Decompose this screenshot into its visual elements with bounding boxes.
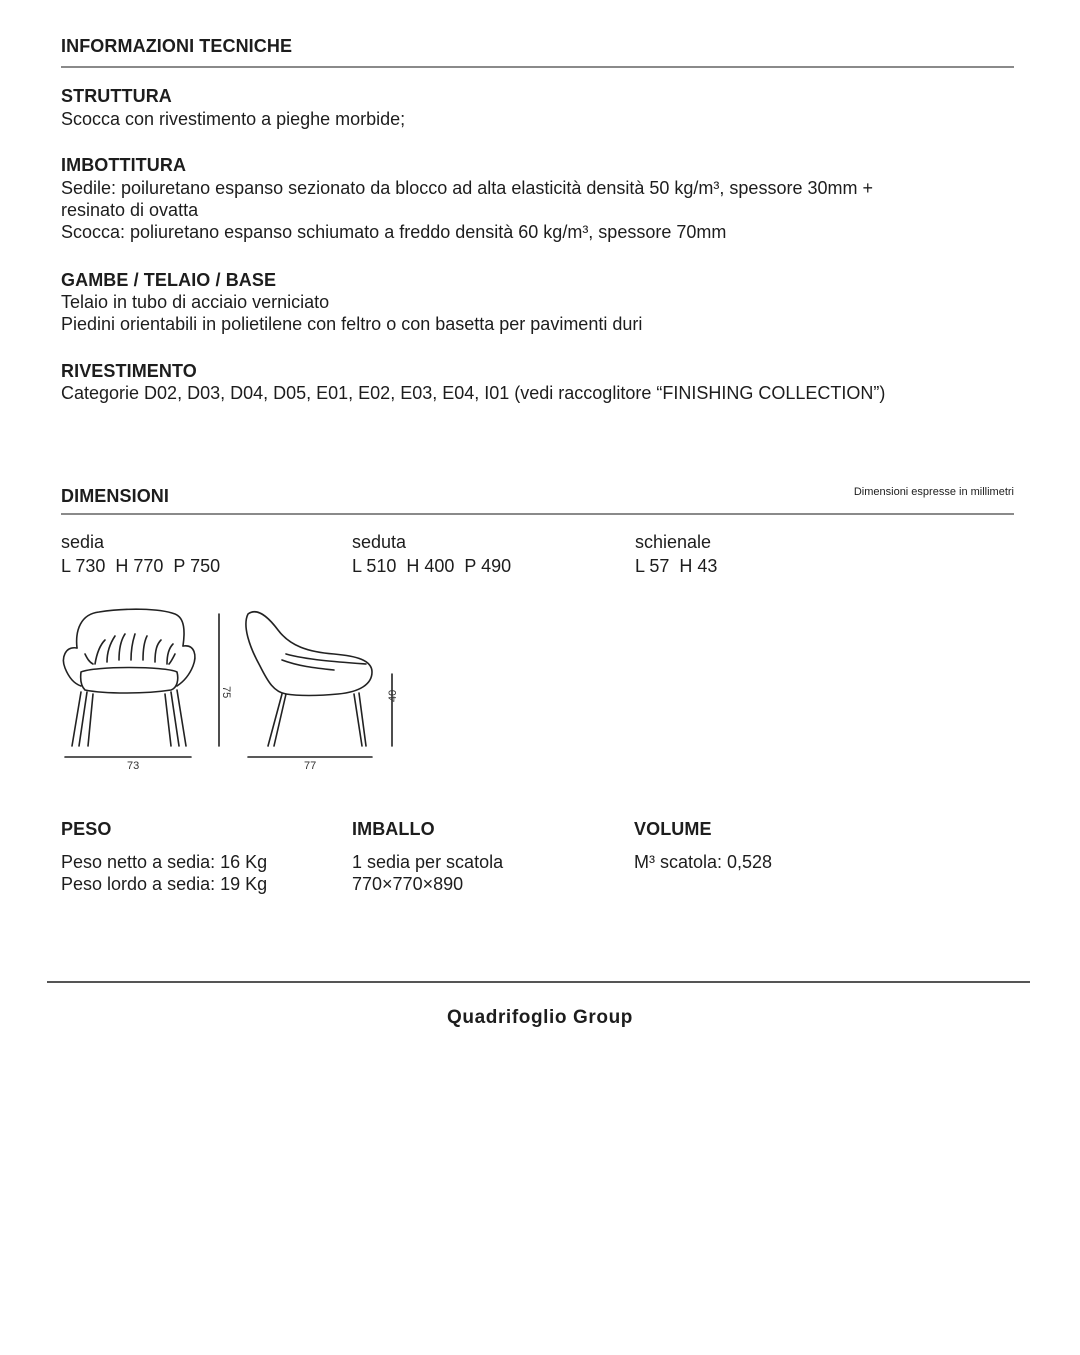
imbottitura-line: resinato di ovatta <box>61 200 199 220</box>
dimension-label-sedia: sedia <box>61 532 105 552</box>
peso-heading: PESO <box>61 819 112 839</box>
front-height-label: 75 <box>220 686 232 699</box>
side-seat-height-label: 40 <box>387 689 399 702</box>
rivestimento-line: Categorie D02, D03, D04, D05, E01, E02, E03, E04, I01 (vedi raccoglitore “FINISHING COLLECTION”) <box>61 383 886 403</box>
footer-divider <box>47 981 1030 983</box>
gambe-line: Piedini orientabili in polietilene con feltro o con basetta per pavimenti duri <box>61 314 643 334</box>
chair-front-drawing <box>55 600 235 780</box>
imbottitura-line: Sedile: poiluretano espanso sezionato da blocco ad alta elasticità densità 50 kg/m³, spessore 30mm + <box>61 178 873 198</box>
side-depth-label: 77 <box>304 760 317 772</box>
dimension-label-schienale: schienale <box>635 532 712 552</box>
volume-line: M³ scatola: 0,528 <box>634 852 773 872</box>
peso-line: Peso netto a sedia: 16 Kg <box>61 852 268 872</box>
struttura-line: Scocca con rivestimento a pieghe morbide; <box>61 109 406 129</box>
dimension-label-seduta: seduta <box>352 532 407 552</box>
dimensioni-divider <box>61 513 1014 515</box>
dimensioni-note: Dimensioni espresse in millimetri <box>853 486 1014 498</box>
volume-heading: VOLUME <box>634 819 712 839</box>
struttura-heading: STRUTTURA <box>61 86 172 106</box>
chair-side-drawing <box>238 600 418 780</box>
imballo-line: 770×770×890 <box>352 874 464 894</box>
title-divider <box>61 66 1014 68</box>
imbottitura-heading: IMBOTTITURA <box>61 155 187 175</box>
front-width-label: 73 <box>127 760 140 772</box>
gambe-line: Telaio in tubo di acciaio verniciato <box>61 292 330 312</box>
peso-line: Peso lordo a sedia: 19 Kg <box>61 874 268 894</box>
imballo-heading: IMBALLO <box>352 819 435 839</box>
dimension-value-sedia: L 730 H 770 P 750 <box>61 556 221 576</box>
dimension-value-seduta: L 510 H 400 P 490 <box>352 556 512 576</box>
imbottitura-line: Scocca: poliuretano espanso schiumato a freddo densità 60 kg/m³, spessore 70mm <box>61 222 727 242</box>
gambe-heading: GAMBE / TELAIO / BASE <box>61 270 277 290</box>
page-title: INFORMAZIONI TECNICHE <box>61 36 293 56</box>
footer-brand: Quadrifoglio Group <box>446 1007 633 1028</box>
imballo-line: 1 sedia per scatola <box>352 852 504 872</box>
dimensioni-heading: DIMENSIONI <box>61 486 170 506</box>
dimension-value-schienale: L 57 H 43 <box>635 556 718 576</box>
rivestimento-heading: RIVESTIMENTO <box>61 361 197 381</box>
